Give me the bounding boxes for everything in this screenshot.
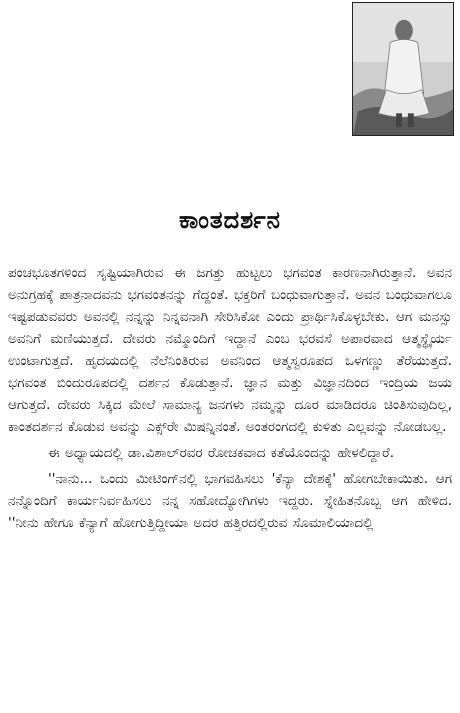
portrait-photo xyxy=(352,2,454,136)
paragraph-3: ''ನಾನು... ಒಂದು ಮೀಟಿಂಗ್‌ನಲ್ಲಿ ಭಾಗವಹಿಸಲು 'ಕೆನ್ಯಾ ದೇಶಕ್ಕೆ' ಹೋಗಬೇಕಾಯಿತು. ಆಗ ನನ್ನೊಂದಿಗೆ ಕಾರ್ಯನಿರ್ವಹಿಸಲು ನನ್ನ ಸಹೋದ್ಯೋಗಿಗಳು ಇದ್ದರು. ಸ್ನೇಹಿತನೊಬ್ಬ ಆಗ ಹೇಳಿದ. ''ನೀನು ಹೇಗೂ ಕೆನ್ಯಾಗೆ ಹೋಗುತ್ತಿದ್ದೀಯಾ ಅದರ ಹತ್ತಿರದಲ್ಲಿರುವ ಸೊಮಾಲಿಯಾದಲ್ಲಿ xyxy=(8,471,452,531)
paragraph-2: ಈ ಅಧ್ಯಾಯದಲ್ಲಿ ಡಾ.ವಿಶಾಲ್‌ರವರ ರೋಚಕವಾದ ಕತೆಯೊಂದನ್ನು ಹೇಳಲಿದ್ದಾರೆ. xyxy=(48,445,394,461)
body-text xyxy=(8,262,452,538)
portrait-illustration xyxy=(353,3,453,135)
paragraph-1: ಪಂಚಭೂತಗಳಿಂದ ಸೃಷ್ಟಿಯಾಗಿರುವ ಈ ಜಗತ್ತು ಹುಟ್ಟಲು ಭಗವಂತ ಕಾರಣನಾಗಿರುತ್ತಾನೆ. ಅವನ ಅನುಗ್ರಹಕ್ಕೆ ಪಾತ್ರನಾದವನು ಭಗವಂತನನ್ನು ಗೆದ್ದಂತೆ. ಭಕ್ತರಿಗೆ ಬಂಧುವಾಗುತ್ತಾನೆ. ಅವನ ಬಂಧುವಾಗಲೂ ಇಷ್ಟಪಡುವವರು ಅವನಲ್ಲಿ ನನ್ನನ್ನು ನಿನ್ನವನಾಗಿ ಸೇರಿಸಿಕೋ ಎಂದು ಪ್ರಾರ್ಥಿಸಿಕೊಳ್ಳಬೇಕು. ಆಗ ಮನಸ್ಸು ಅವನಿಗೆ ಮಣಿಯುತ್ತದೆ. ದೇವರು ನಮ್ಮೊಂದಿಗೆ ಇದ್ದಾನೆ ಎಂಬ ಭರವಸೆ ಅಪಾರವಾದ ಆತ್ಮಸ್ಥೈರ್ಯ ಉಂಟಾಗುತ್ತದೆ. ಹೃದಯದಲ್ಲಿ ನೆಲೆನಿಂತಿರುವ ಅವನಿಂದ ಆತ್ಮಸ್ವರೂಪದ ಒಳಗಣ್ಣು ತೆರೆಯುತ್ತದೆ. ಭಗವಂತ ಬಿಂದುರೂಪದಲ್ಲಿ ದರ್ಶನ ಕೊಡುತ್ತಾನೆ. ಜ್ಞಾನ ಮತ್ತು ವಿಜ್ಞಾನದಿಂದ ಇಂದ್ರಿಯ ಜಯ ಆಗುತ್ತದೆ. ದೇವರು ಸಿಕ್ಕಿದ ಮೇಲೆ ಸಾಮಾನ್ಯ ಜನಗಳು ನಮ್ಮನ್ನು ದೂರ ಮಾಡಿದರೂ ಚಿಂತಿಸುವುದಿಲ್ಲ, ಕಾಂತದರ್ಶನ ಕೊಡುವ ಅವನ್ನು ಎಕ್ಸ್‌ರೇ ಮಿಷನ್ನಿನಂತೆ. ಅಂತರಂಗದಲ್ಲಿ ಕುಳಿತು ಎಲ್ಲವನ್ನು ನೋಡಬಲ್ಲ. xyxy=(8,265,452,435)
page-title: ಕಾಂತದರ್ಶನ xyxy=(178,206,282,234)
